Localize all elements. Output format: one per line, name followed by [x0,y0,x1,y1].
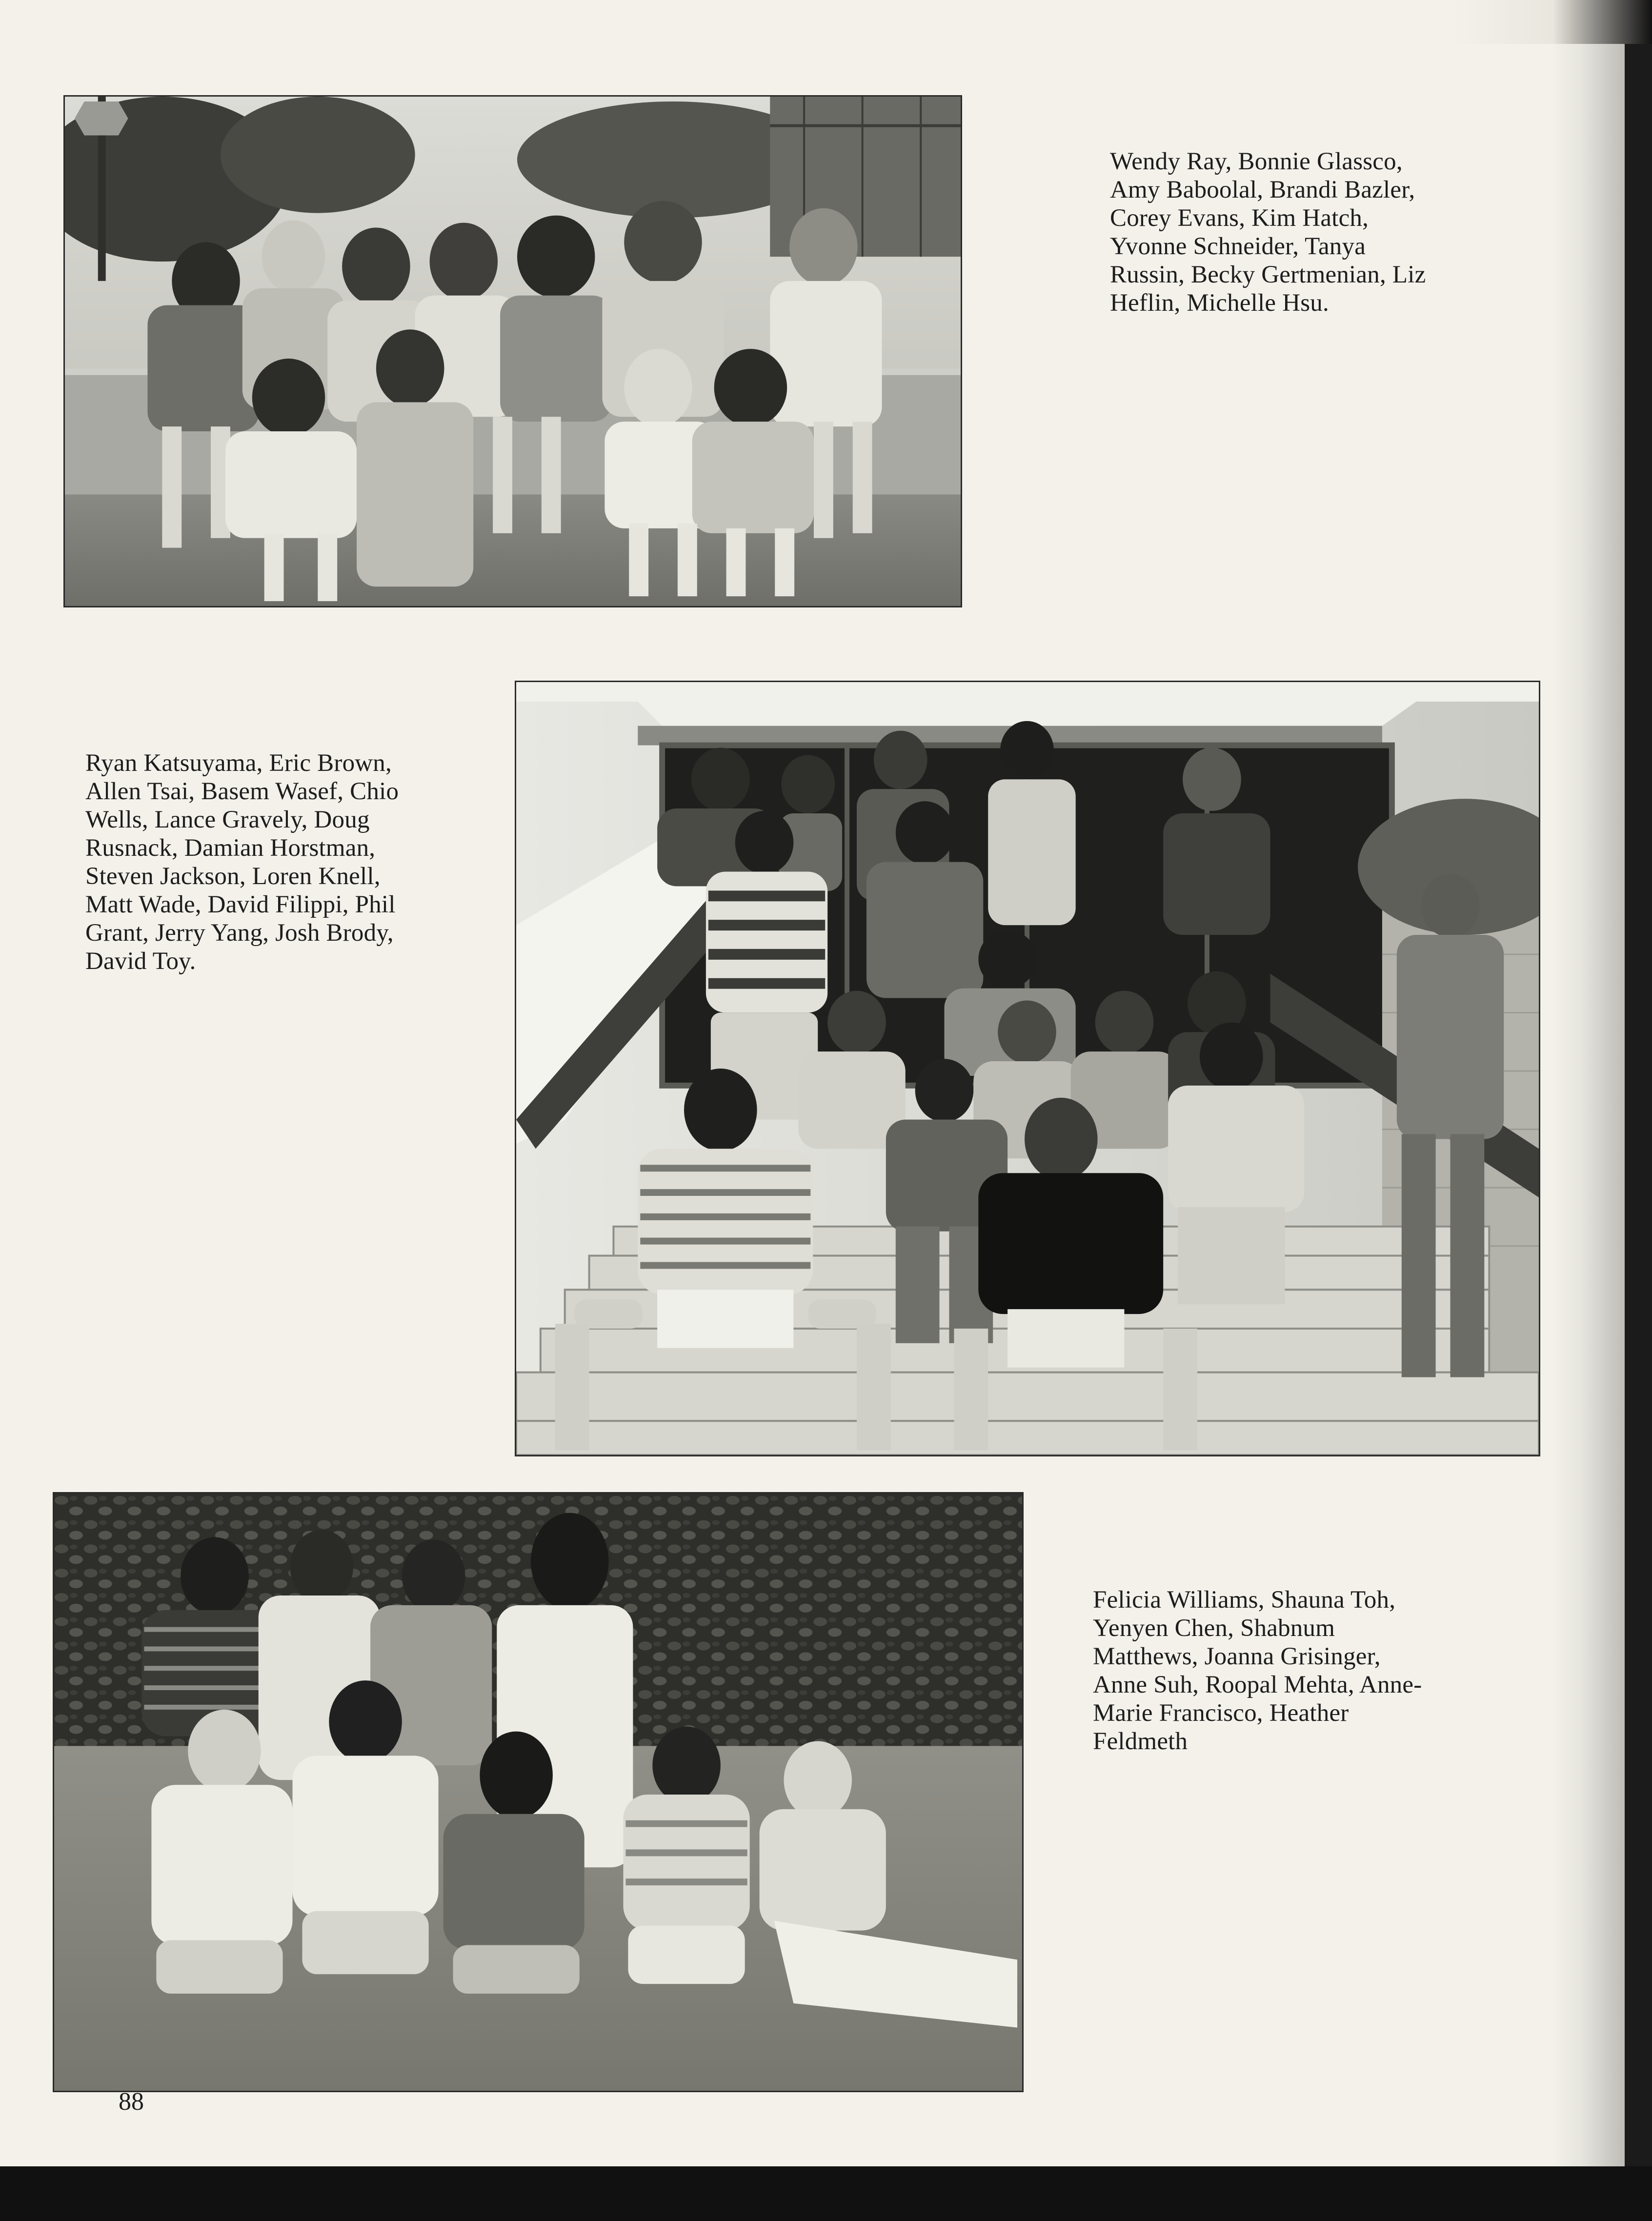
scan-corner [1454,0,1652,44]
group-photo-girls-on-wall [63,95,962,607]
group-photo-girls-on-lawn [53,1492,1024,2092]
caption-line: Wendy Ray, Bonnie Glassco, [1110,148,1403,175]
caption-line: Corey Evans, Kim Hatch, [1110,204,1369,232]
caption-line: Anne Suh, Roopal Mehta, Anne- [1093,1671,1422,1698]
caption-line: Wells, Lance Gravely, Doug [85,806,370,833]
caption-line: Allen Tsai, Basem Wasef, Chio [85,778,399,805]
caption-line: Matt Wade, David Filippi, Phil [85,891,396,918]
caption-line: Felicia Williams, Shauna Toh, [1093,1586,1396,1614]
caption-line: Ryan Katsuyama, Eric Brown, [85,749,392,777]
caption-line: Feldmeth [1093,1728,1188,1755]
caption-line: Amy Baboolal, Brandi Bazler, [1110,176,1415,203]
caption-group-3 [1093,1586,1422,1756]
caption-line: Steven Jackson, Loren Knell, [85,863,381,890]
binding-shadow [1551,0,1625,2166]
caption-line: Heflin, Michelle Hsu. [1110,289,1329,317]
caption-line: Grant, Jerry Yang, Josh Brody, [85,919,394,947]
caption-line: Rusnack, Damian Horstman, [85,834,376,862]
caption-group-1 [1110,147,1426,317]
caption-line: Yenyen Chen, Shabnum [1093,1615,1335,1642]
caption-group-2 [85,749,399,975]
caption-line: Marie Francisco, Heather [1093,1699,1349,1727]
caption-line: Russin, Becky Gertmenian, Liz [1110,261,1426,288]
scan-bottom-edge [0,2166,1652,2221]
caption-line: Matthews, Joanna Grisinger, [1093,1643,1381,1670]
caption-line: Yvonne Schneider, Tanya [1110,233,1366,260]
page-number: 88 [119,2088,144,2116]
caption-line: David Toy. [85,948,196,975]
group-photo-boys-on-steps [515,681,1540,1456]
